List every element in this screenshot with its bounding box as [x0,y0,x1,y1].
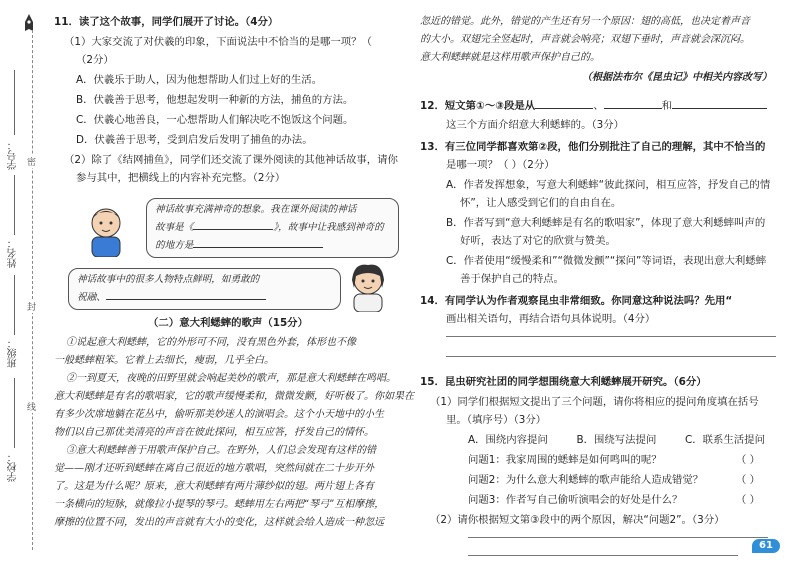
q13-option-a[interactable]: A．作者发挥想象，写意大利蟋蟀“彼此探问，相互应答，抒发自己的情 [446,179,771,191]
q15-question-3: 问题3：作者写自己偷听演唱会的好处是什么？ （ ） [468,492,780,509]
bubble1-line3: 的地方是 [155,236,390,254]
q14-answer-line-1[interactable] [446,336,776,337]
cut-mark-mi: 密 [27,155,36,168]
cut-line [32,30,33,550]
passage-title: （二）意大利蟋蟀的歌声（15分） [148,317,308,329]
q13-option-b[interactable]: B．作者写到“意大利蟋蟀是有名的歌唱家”，体现了意大利蟋蟀叫声的 [446,217,766,229]
q11-title: 11．读了这个故事，同学们展开了讨论。（4分） [54,16,279,28]
p3-line1: ③意大利蟋蟀善于用歌声保护自己。在野外，人们总会发现有这样的错 [66,445,376,456]
p2-line2: 意大利蟋蟀是有名的歌唱家，它的歌声缓慢柔和，微微发颤，好听极了。你如果在 [54,391,414,402]
q15-question-2: 问题2：为什么意大利蟋蟀的歌声能给人造成错觉？ （ ） [468,472,780,489]
p1-line2: 一般蟋蟀粗笨。它着上去细长，瘦弱，几乎全白。 [54,355,274,366]
q12-blank-1[interactable] [535,97,593,109]
p3-line2: 觉——刚才还听到蟋蟀在离自己很近的地方歌唱，突然间就在二十步开外 [54,463,374,474]
school-field[interactable] [14,378,15,448]
q14-instruction: 画出相关语句，再结合语句具体说明。（4分） [446,313,656,325]
q11-2-instruction: 参与其中，把横线上的内容补充完整。（2分） [76,172,286,184]
q11-1-stem: （1）大家交流了对伏羲的印象，下面说法中不恰当的是哪一项？（ [64,36,372,48]
cut-mark-feng: 封 [27,300,36,313]
q15-answer-line-2[interactable] [468,555,738,556]
binding-margin [0,0,56,566]
q11-2-stem: （2）除了《结网捕鱼》，同学们还交流了课外阅读的其他神话故事，请你 [64,154,398,166]
boy-illustration [82,205,130,263]
q15-option-c: C．联系生活提问 [684,434,765,446]
passage-cont-line2: 的大小。双翅完全竖起时，声音就会响亮；双翅下垂时，声音就会深沉闷。 [420,34,750,45]
q12-line1: 12．短文第①～③段是从 、 和 [420,97,780,115]
page-number: 61 [752,539,780,553]
character-blank[interactable] [106,288,266,300]
q13-option-a-2: 怀”，让人感受到它们的自由自在。 [460,197,622,209]
q15-option-a: A．围绕内容提问 [468,434,548,446]
passage-cont-line3: 意大利蟋蟀就是这样用歌声保护自己的。 [420,52,600,63]
passage-source: （根据法布尔《昆虫记》中相关内容改写） [582,72,772,83]
q14-answer-line-2[interactable] [446,356,776,357]
q15-options [468,432,780,449]
bubble1-line1: 神话故事充满神奇的想象。我在课外阅读的神话 [155,204,357,215]
q15-answer-line-1[interactable] [468,537,768,538]
story-name-blank[interactable] [193,218,273,230]
bubble2-line2: 祝融、 [77,288,332,306]
q13-option-c-2: 善于保护自己的特点。 [460,273,564,285]
q15-question-1: 问题1：我家周围的蟋蟀是如何鸣叫的呢？ （ ） [468,452,780,469]
name-label: 姓名： [8,238,19,268]
q15-1-stem: （1）同学们根据短文提出了三个问题，请你将相应的提问角度填在括号 [430,396,759,408]
q12-line2: 这三个方面介绍意大利蟋蟀的。（3分） [446,119,625,131]
q11-1-score: （2分） [76,54,114,66]
q15-answer-3[interactable]: （ ） [735,494,760,506]
q15-answer-2[interactable]: （ ） [735,474,760,486]
q11-option-d[interactable]: D．伏羲善于思考，受到启发后发明了捕鱼的办法。 [76,134,313,146]
p3-line4: 一条横向的短脉，就像拉小提琴的琴弓。蟋蟀用左右两把“琴弓”互相摩擦， [54,499,385,510]
school-label: 学校： [8,452,19,482]
amazing-part-blank[interactable] [193,236,323,248]
q15-answer-1[interactable]: （ ） [735,454,760,466]
student-id-label: 学号： [8,140,19,170]
q11-option-a[interactable]: A．伏羲乐于助人，因为他想帮助人们过上好的生活。 [76,74,323,86]
cut-mark-xian: 线 [27,400,36,413]
name-field[interactable] [14,175,15,235]
q12-blank-3[interactable] [672,97,767,109]
bubble2-line1: 神话故事中的很多人物特点鲜明，如勇敢的 [77,274,260,285]
q11-option-c[interactable]: C．伏羲心地善良，一心想帮助人们解决吃不饱饭这个问题。 [76,114,354,126]
student-id-field[interactable] [14,70,15,135]
q15-option-b: B．围绕写法提问 [576,434,657,446]
speech-bubble-boy [146,198,399,258]
p2-line3: 有多少次席地躺在花丛中，偷听那美妙迷人的演唱会。这个小天地中的小生 [54,409,384,420]
passage-cont-line1: 忽近的错觉。此外，错觉的产生还有另一个原因：翅的高低，也决定着声音 [420,16,750,27]
p3-line5: 摩擦的位置不同，发出的声音就有大小的变化，这样就会给人造成一种忽远 [54,517,384,528]
class-field[interactable] [14,275,15,335]
q12-blank-2[interactable] [604,97,662,109]
q15-2-stem: （2）请你根据短文第③段中的两个原因，解决“问题2”。（3分） [430,514,725,526]
q15-title: 15．昆虫研究社团的同学想围绕意大利蟋蟀展开研究。（6分） [420,376,707,388]
q13-stem: 13．有三位同学都喜欢第②段，他们分别批注了自己的理解，其中不恰当的 [420,141,766,153]
p2-line4: 物们以自己那优美清亮的声音在彼此探问，相互应答，抒发自己的情怀。 [54,427,374,438]
speech-bubble-girl [68,268,341,310]
q11-option-b[interactable]: B．伏羲善于思考，他想起发明一种新的方法，捕鱼的方法。 [76,94,354,106]
p1-line1: ①说起意大利蟋蟀，它的外形可不同，没有黑色外套，体形也不像 [66,337,356,348]
q13-stem-2: 是哪一项？（ ）（2分） [446,159,555,171]
class-label: 班级： [8,338,19,368]
p3-line3: 了。这是为什么呢？原来，意大利蟋蟀有两片薄纱似的翅。两片翅上各有 [54,481,374,492]
q13-option-b-2: 好听，表达了对它的欣赏与赞美。 [460,235,616,247]
p2-line1: ②一到夏天，夜晚的田野里就会响起美妙的歌声，那是意大利蟋蟀在鸣唱。 [66,373,396,384]
q13-option-c[interactable]: C．作者使用“缓慢柔和”“微微发颤”“探问”等词语，表现出意大利蟋蟀 [446,255,767,267]
girl-illustration [342,262,394,318]
q15-1-stem-2: 里。（填序号）（3分） [446,414,547,426]
q14-stem: 14．有同学认为作者观察昆虫非常细致。你同意这种说法吗？先用“ [420,295,733,307]
bubble1-line2: 故事是《 》，故事中让我感到神奇的 [155,218,390,236]
